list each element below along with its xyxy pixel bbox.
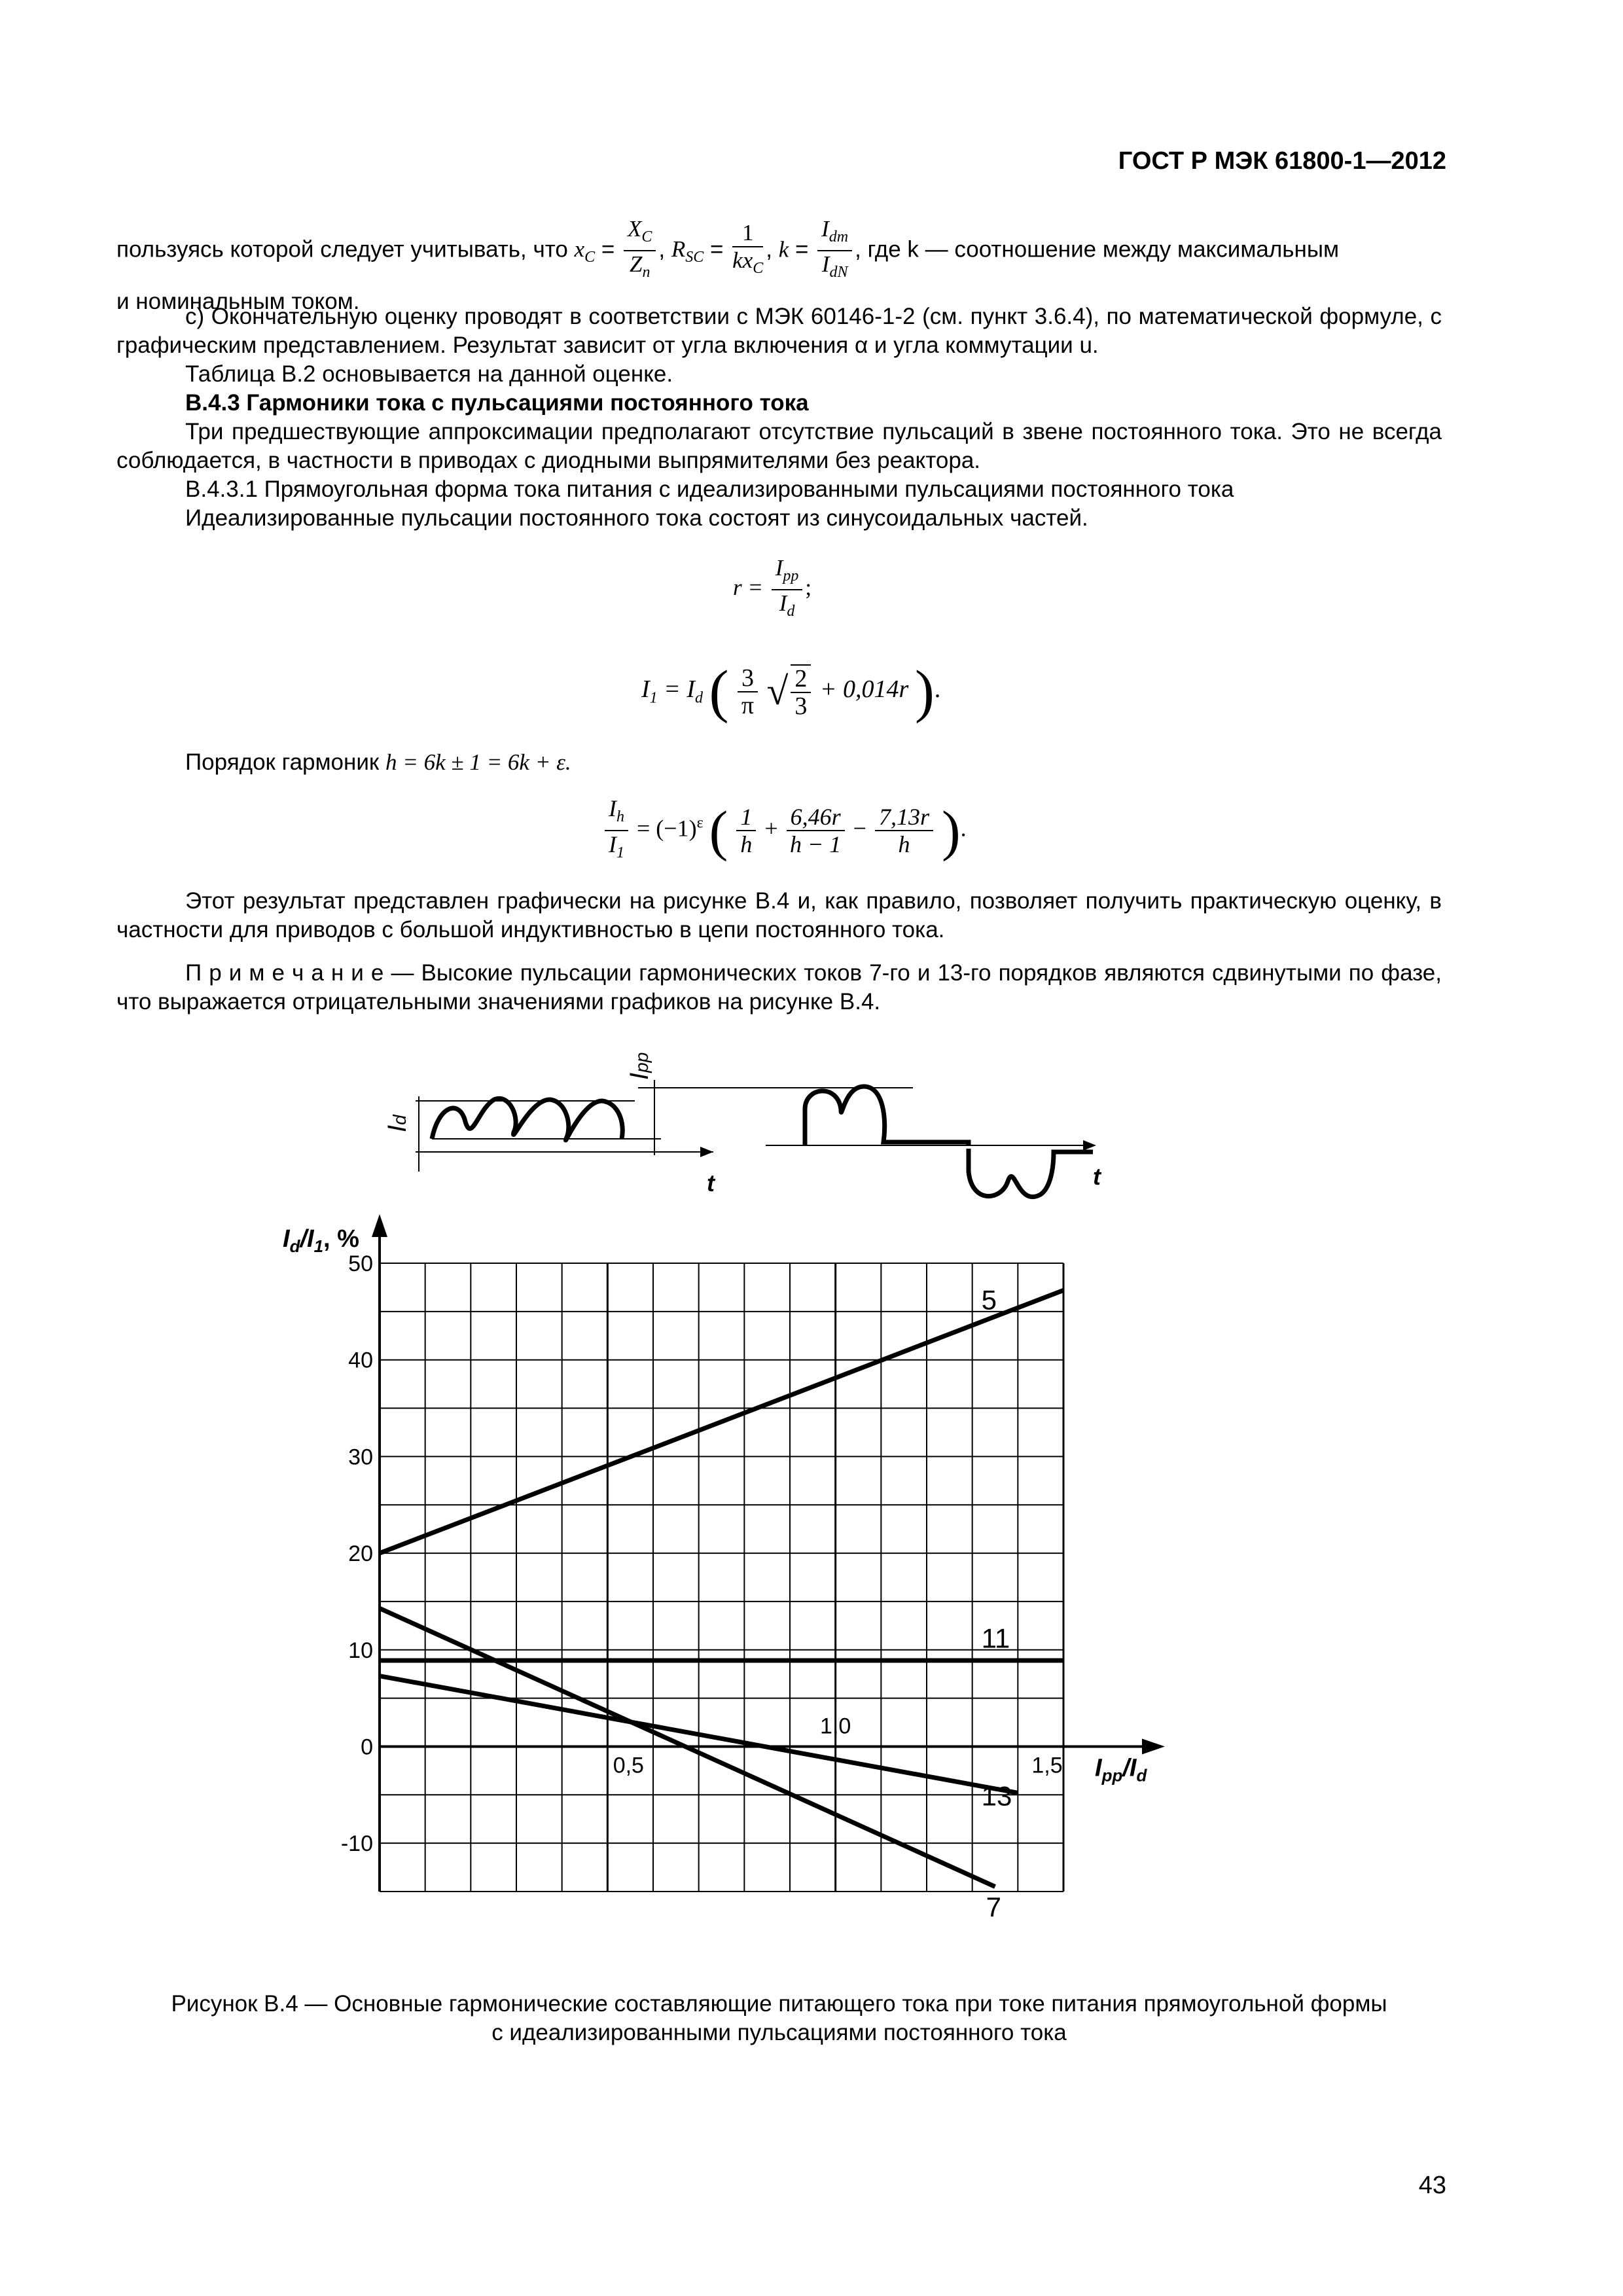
para-result: Этот результат представлен графически на рисунке В.4 и, как правило, позволяет получить практическую оценку, в частности для приводов с большой индуктивностью в цепи постоянного тока. [116,888,1442,942]
y-tick-label: 50 [348,1251,373,1276]
y-tick-label: 20 [348,1541,373,1567]
x-tick-label: 0,5 [613,1753,644,1778]
intro-line2: и номинальным током. [116,289,360,314]
rect-ripple-negative [969,1149,1093,1197]
table-note: Таблица В.2 основывается на данной оценке. [185,361,673,387]
subsection-heading: В.4.3.1 Прямоугольная форма тока питания с идеализированными пульсациями постоянного тока [185,476,1234,502]
para-ideal: Идеализированные пульсации постоянного тока состоят из синусоидальных частей. [185,505,1088,531]
k-lhs: k [778,236,789,262]
intro-text-before: пользуясь которой следует учитывать, что [116,236,575,262]
xc-fraction: $\frac{X_C}{Z_n}$ [624,216,656,285]
x-axis-arrow [1142,1738,1165,1754]
para-c: с) Окончательную оценку проводят в соответствии с МЭК 60146-1-2 (см. пункт 3.6.4), по математической формуле, с графическим представлением. Результат зависит от угла включения α и угла коммутации u. [116,304,1442,358]
y-axis-arrow [372,1214,387,1237]
note-text: — Высокие пульсации гармонических токов 7-го и 13-го порядков являются сдвинутыми по фазе, что выражается отрицательными значениями графиков на рисунке В.4. [116,960,1442,1014]
y-tick-label: 0 [361,1734,373,1760]
series-label-5: 5 [981,1284,997,1316]
k-fraction: $\frac{I_{dm}}{I_{dN}}$ [817,216,852,285]
rsc-fraction: $\frac{1}{kx_C}$ [732,220,764,277]
series-line-5 [380,1290,1063,1553]
waveform-t-right: t [1093,1163,1101,1190]
harmonic-order: Порядок гармоник h = 6k ± 1 = 6k + ε. [185,749,571,775]
rsc-lhs: $R_{SC}$ [671,236,704,266]
formula-i1: $I_1 = I_d$ ( $\frac{3}{\pi}$ √ $\frac{2}{3}$ + 0,014r ). [641,659,941,724]
waveform-ipp-label: Ipp [625,1052,654,1080]
figure-caption-line2: с идеализированными пульсациями постоянного тока [491,2020,1067,2045]
x-tick-label: 1,5 [1031,1753,1063,1778]
ripple-waveform [432,1098,622,1140]
y-axis-label: $I_d/I_1$, % [283,1225,359,1256]
series-label-7: 7 [986,1892,1001,1923]
y-tick-label: 30 [348,1444,373,1470]
figure-caption-line1: Рисунок В.4 — Основные гармонические составляющие питающего тока при токе питания прямоугольной формы [171,1991,1387,2017]
intro-text-after: , где k — соотношение между максимальным [855,236,1340,262]
note-paragraph [116,959,1442,1016]
harmonics-chart [275,1211,1296,1944]
page-number: 43 [1418,2172,1446,2199]
series-label-11: 11 [981,1623,1010,1654]
waveform-t-left: t [707,1170,715,1196]
section-heading: В.4.3 Гармоники тока с пульсациями постоянного тока [185,390,809,416]
series-label-13: 13 [981,1780,1012,1812]
xc-lhs: $x_C$ [574,236,596,266]
y-tick-label: 10 [348,1638,373,1663]
y-tick-label: 40 [348,1348,373,1373]
formula-ih: $\frac{I_h}{I_1}$ = $(-1)^\varepsilon$ ( $\frac{1}{h}$ + $\frac{6,46r}{h - 1}$ − $\frac{7,13r}{h}$ ). [602,795,967,866]
formula-r: r = $\frac{I_{pp}}{I_d}$ ; [733,555,812,620]
waveform-id-label: Id [383,1115,412,1132]
figure-caption [116,1990,1442,2047]
x-tick-label: 1,0 [820,1713,851,1739]
intro-paragraph: пользуясь которой следует учитывать, что $x_C$ = $\frac{X_C}{Z_n}$ , $R_{SC}$ = $\frac{1}{kx_C}$ , k = $\frac{I_{dm}}{I_{dN}}$ , где k — соотношение между максимальным и номинальным током. [116,216,1340,314]
rect-ripple-positive [805,1086,969,1145]
note-label: П р и м е ч а н и е [185,960,384,986]
x-axis-label: $I_{pp}/I_d$ [1095,1754,1147,1785]
document-header: ГОСТ Р МЭК 61800-1—2012 [1118,147,1446,175]
para-three: Три предшествующие аппроксимации предполагают отсутствие пульсаций в звене постоянного тока. Это не всегда соблюдается, в частности в приводах с диодными выпрямителями без реактора. [116,419,1442,473]
y-tick-label: -10 [340,1831,373,1857]
waveform-figure [380,1041,1139,1237]
